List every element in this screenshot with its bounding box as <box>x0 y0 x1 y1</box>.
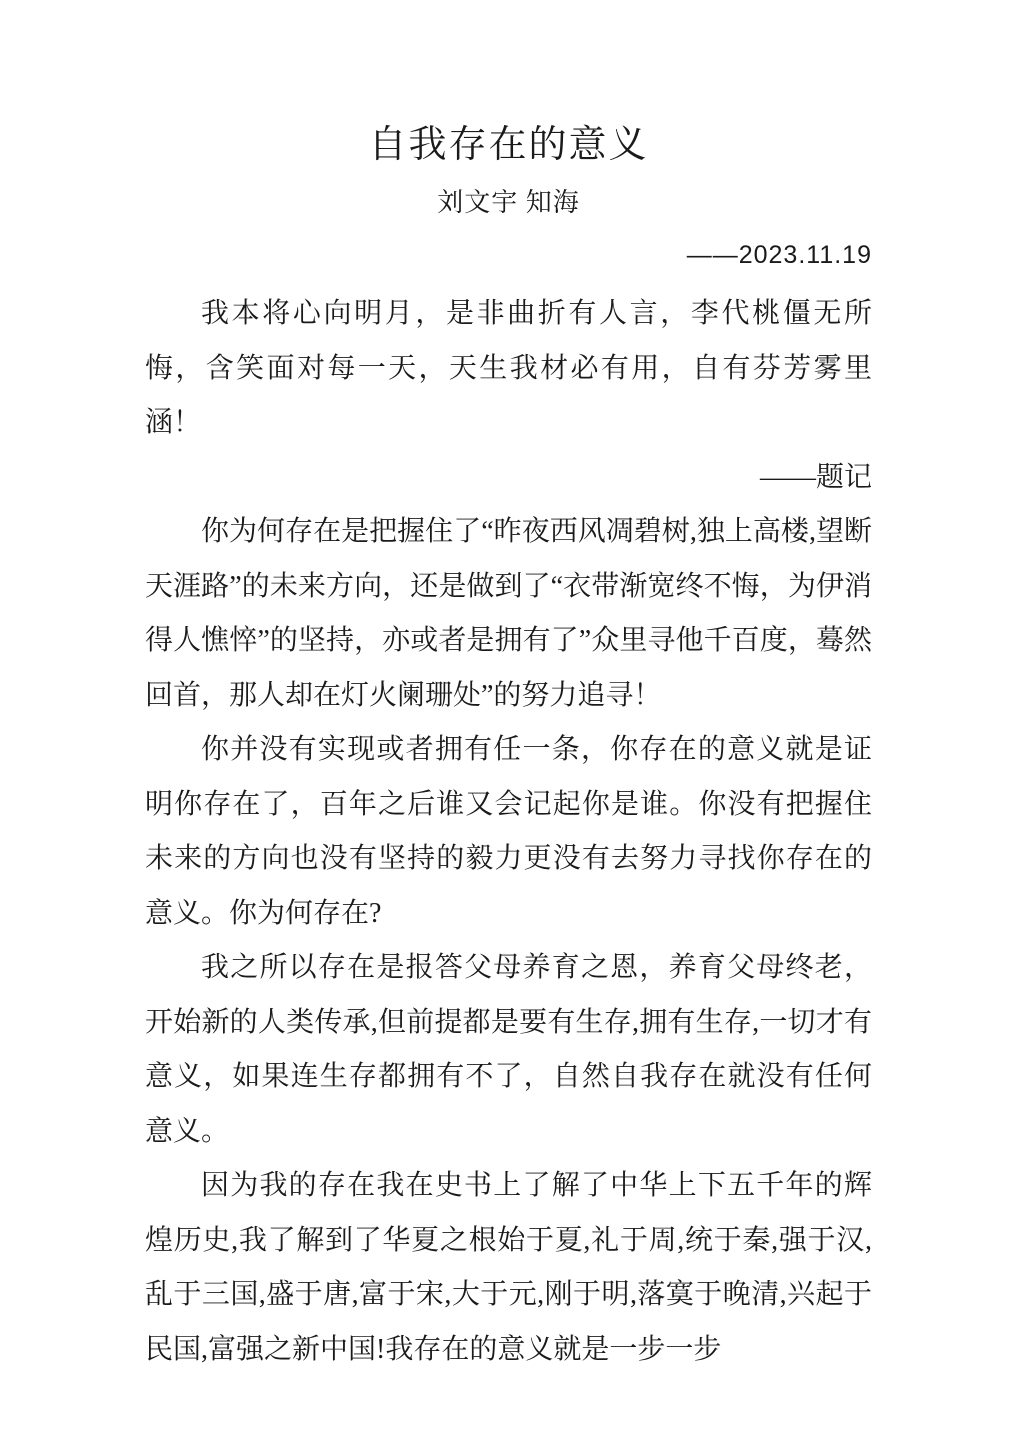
body-paragraph: 我之所以存在是报答父母养育之恩，养育父母终老，开始新的人类传承,但前提都是要有生存,拥有生存,一切才有意义，如果连生存都拥有不了，自然自我存在就没有任何意义。 <box>145 952 872 1147</box>
author-line: 刘文宇 知海 <box>437 188 580 217</box>
epigraph-paragraph: 我本将心向明月，是非曲折有人言，李代桃僵无所悔，含笑面对每一天，天生我材必有用，自有芬芳雾里涵！ <box>145 298 872 438</box>
date-line: ——2023.11.19 <box>686 241 872 269</box>
body-paragraph: 你为何存在是把握住了“昨夜西风凋碧树,独上高楼,望断天涯路”的未来方向，还是做到了“衣带渐宽终不悔，为伊消得人憔悴”的坚持，亦或者是拥有了”众里寻他千百度，蓦然回首，那人却在灯火阑珊处”的努力追寻！ <box>145 516 872 711</box>
document-body <box>145 287 872 1377</box>
document-title: 自我存在的意义 <box>368 124 649 166</box>
body-paragraph: 你并没有实现或者拥有任一条，你存在的意义就是证明你存在了，百年之后谁又会记起你是谁。你没有把握住未来的方向也没有坚持的毅力更没有去努力寻找你存在的意义。你为何存在? <box>145 734 872 929</box>
body-paragraph: 因为我的存在我在史书上了解了中华上下五千年的辉煌历史,我了解到了华夏之根始于夏,礼于周,统于秦,强于汉,乱于三国,盛于唐,富于宋,大于元,刚于明,落寞于晚清,兴起于民国,富强之新中国!我存在的意义就是一步一步 <box>145 1170 872 1365</box>
epigraph-attribution: ——题记 <box>759 461 872 493</box>
